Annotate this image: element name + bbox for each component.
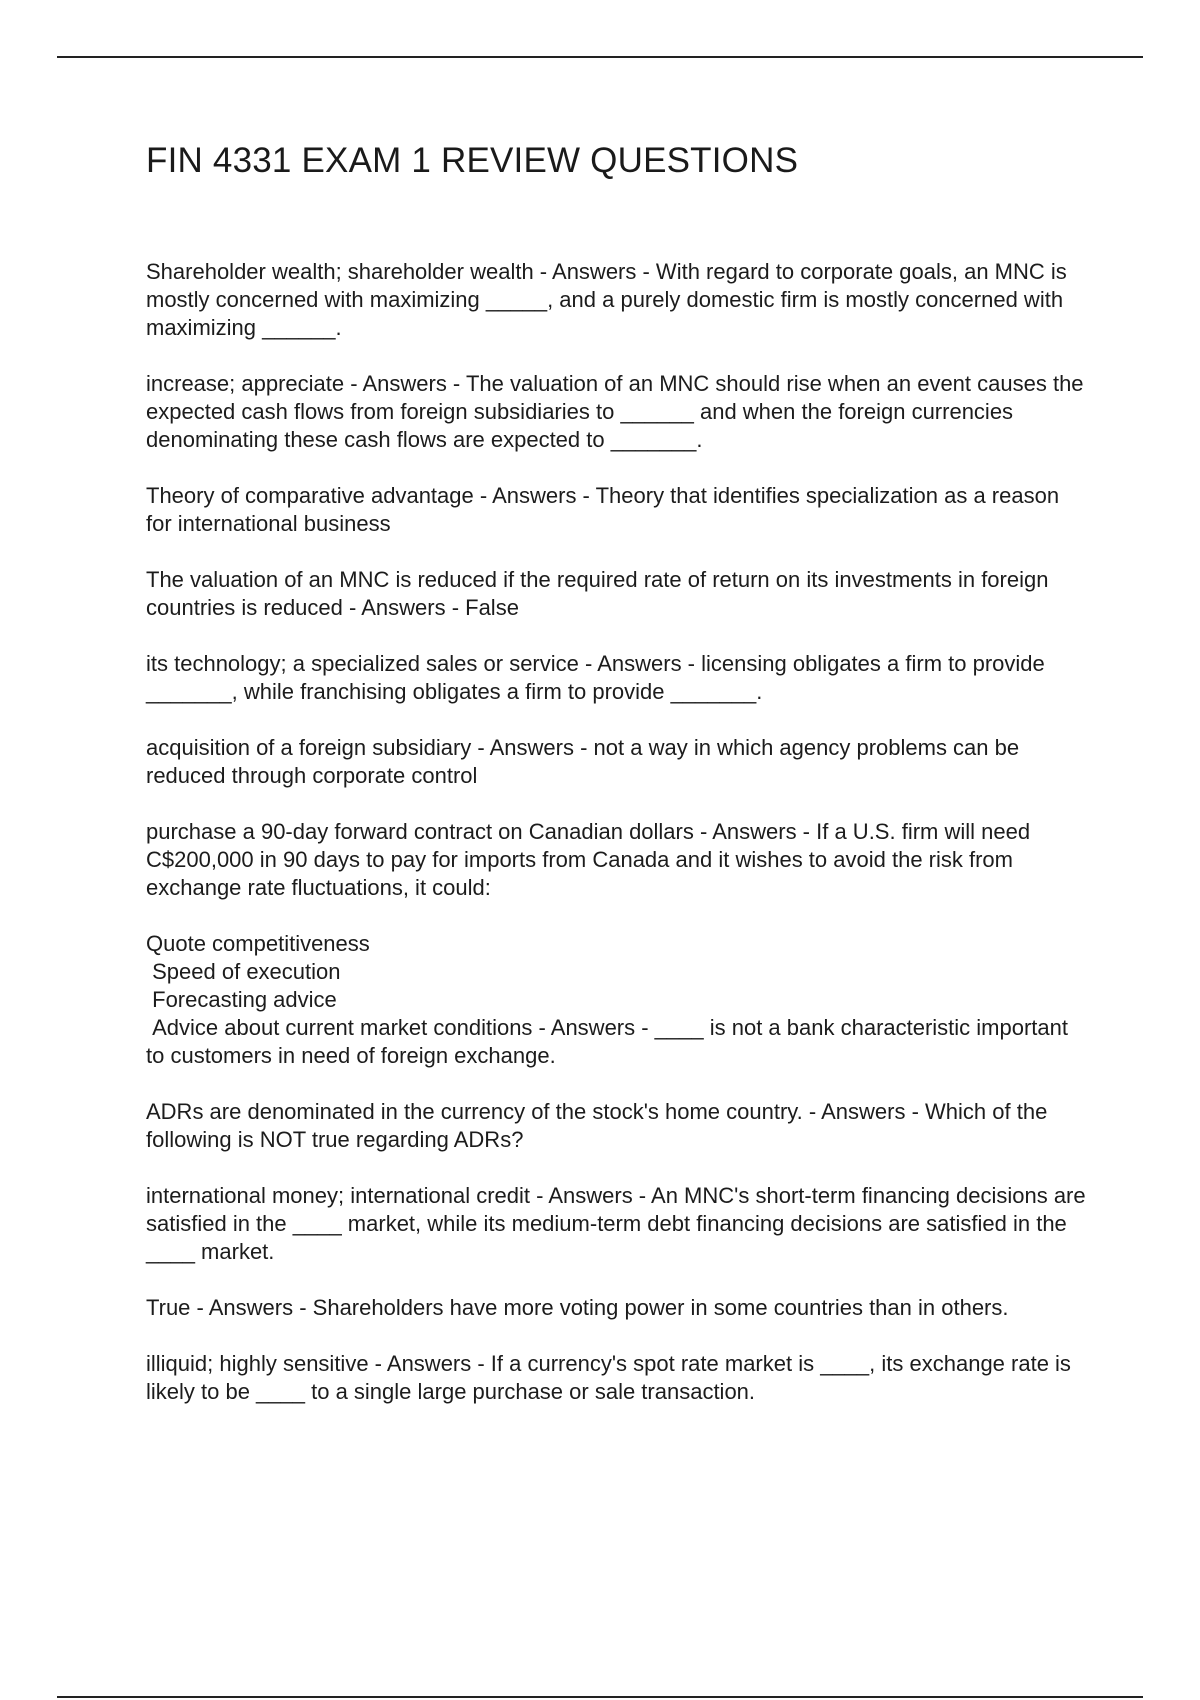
document-body bbox=[146, 140, 1092, 1434]
qa-item: Quote competitiveness Speed of execution Forecasting advice Advice about current market conditions - Answers - ____ is not a bank characteristic important to customers in need of foreign exchange. bbox=[146, 931, 1069, 1068]
qa-list bbox=[146, 258, 1092, 1406]
bottom-divider bbox=[57, 1696, 1143, 1698]
qa-item: purchase a 90-day forward contract on Canadian dollars - Answers - If a U.S. firm will need C$200,000 in 90 days to pay for imports from Canada and it wishes to avoid the risk from exchange rate fluctuations, it could: bbox=[146, 819, 1037, 900]
qa-item: its technology; a specialized sales or service - Answers - licensing obligates a firm to provide _______, while franchising obligates a firm to provide _______. bbox=[146, 651, 1051, 704]
qa-item: Shareholder wealth; shareholder wealth - Answers - With regard to corporate goals, an MNC is mostly concerned with maximizing _____, and a purely domestic firm is mostly concerned with maximizing ______. bbox=[146, 259, 1073, 340]
qa-item: ADRs are denominated in the currency of the stock's home country. - Answers - Which of the following is NOT true regarding ADRs? bbox=[146, 1099, 1054, 1152]
qa-item: The valuation of an MNC is reduced if the required rate of return on its investments in foreign countries is reduced - Answers - False bbox=[146, 567, 1055, 620]
qa-item: acquisition of a foreign subsidiary - Answers - not a way in which agency problems can be reduced through corporate control bbox=[146, 735, 1026, 788]
top-divider bbox=[57, 56, 1143, 58]
qa-item: international money; international credit - Answers - An MNC's short-term financing decisions are satisfied in the ____ market, while its medium-term debt financing decisions are satisfied in the ____ market. bbox=[146, 1183, 1092, 1264]
document-title: FIN 4331 EXAM 1 REVIEW QUESTIONS bbox=[146, 141, 799, 180]
qa-item: illiquid; highly sensitive - Answers - If a currency's spot rate market is ____, its exchange rate is likely to be ____ to a single large purchase or sale transaction. bbox=[146, 1351, 1078, 1404]
qa-item: increase; appreciate - Answers - The valuation of an MNC should rise when an event causes the expected cash flows from foreign subsidiaries to ______ and when the foreign currencies denominating these cash flows are expected to _______. bbox=[146, 371, 1090, 452]
qa-item: True - Answers - Shareholders have more voting power in some countries than in others. bbox=[146, 1295, 1009, 1320]
qa-item: Theory of comparative advantage - Answers - Theory that identifies specialization as a reason for international business bbox=[146, 483, 1066, 536]
